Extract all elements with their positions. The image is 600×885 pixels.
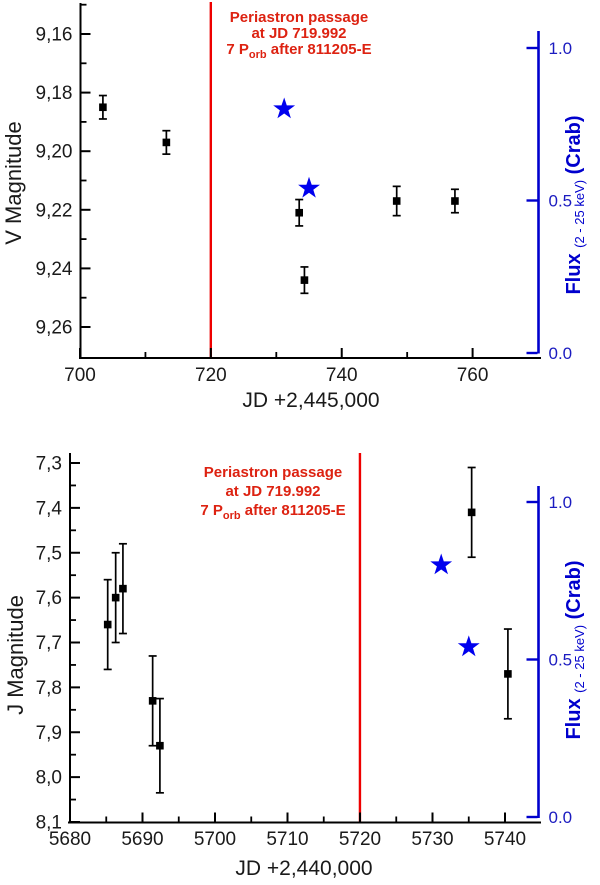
flux-tick-label: 0.5 bbox=[548, 650, 573, 670]
y-tick-label: 9,20 bbox=[35, 141, 73, 163]
flux-tick-label: 1.0 bbox=[548, 493, 573, 512]
xray-flux-star bbox=[430, 554, 452, 575]
flux-tick-label: 1.0 bbox=[548, 39, 573, 58]
xray-flux-star bbox=[298, 177, 320, 198]
v-band-light-curve bbox=[1, 2, 587, 412]
y-tick-label: 7,6 bbox=[35, 588, 62, 610]
data-point-group bbox=[468, 467, 476, 557]
y-tick-label: 9,24 bbox=[35, 258, 73, 280]
y-tick-label: 7,3 bbox=[35, 453, 62, 475]
data-point-group bbox=[156, 699, 164, 793]
magnitude-point bbox=[104, 621, 112, 629]
data-point-group bbox=[99, 96, 107, 119]
magnitude-point bbox=[451, 197, 459, 205]
magnitude-point bbox=[468, 509, 476, 517]
y-tick-label: 7,4 bbox=[35, 498, 62, 520]
x-tick-label: 700 bbox=[64, 365, 96, 386]
flux-axis-title: Flux $_{(2 - 25 keV)}$ (Crab) bbox=[563, 560, 587, 740]
data-point-group bbox=[504, 629, 512, 719]
y-tick-label: 9,16 bbox=[35, 24, 73, 46]
magnitude-point bbox=[149, 697, 157, 705]
y-tick-label: 9,22 bbox=[35, 200, 73, 222]
magnitude-point bbox=[99, 103, 107, 111]
x-tick-label: 5740 bbox=[483, 829, 527, 850]
x-tick-label: 5690 bbox=[121, 829, 164, 850]
x-tick-label: 5700 bbox=[193, 829, 237, 850]
periastron-annotation-line: at JD 719.992 bbox=[251, 25, 347, 42]
x-tick-label: 5730 bbox=[411, 829, 454, 850]
magnitude-point bbox=[295, 209, 303, 217]
y-tick-label: 9,26 bbox=[35, 317, 73, 339]
magnitude-point bbox=[119, 585, 127, 593]
data-point-group bbox=[451, 189, 459, 212]
y-axis-title: V Magnitude bbox=[1, 121, 26, 245]
data-point-group bbox=[112, 553, 120, 643]
magnitude-point bbox=[393, 197, 401, 205]
data-point-group bbox=[104, 580, 112, 670]
magnitude-point bbox=[156, 742, 164, 750]
x-axis-title: JD +2,440,000 bbox=[235, 857, 373, 880]
magnitude-point bbox=[301, 276, 309, 284]
periastron-annotation-line: 7 $P_{orb}$ after 811205-E bbox=[200, 502, 346, 522]
data-point-group bbox=[119, 544, 127, 634]
magnitude-point bbox=[163, 139, 171, 147]
flux-tick-label: 0.0 bbox=[548, 808, 573, 827]
flux-tick-label: 0.5 bbox=[548, 191, 573, 211]
magnitude-point bbox=[504, 670, 512, 678]
data-point-group bbox=[295, 200, 303, 226]
x-tick-label: 5680 bbox=[48, 829, 92, 850]
y-tick-label: 8,1 bbox=[35, 812, 62, 834]
y-tick-label: 7,7 bbox=[35, 633, 62, 654]
periastron-annotation-line: 7 $P_{orb}$ after 811205-E bbox=[226, 41, 372, 61]
y-tick-label: 7,5 bbox=[35, 543, 62, 565]
y-tick-label: 7,8 bbox=[35, 677, 62, 699]
x-tick-label: 740 bbox=[325, 365, 358, 386]
data-point-group bbox=[162, 131, 170, 154]
x-axis-title: JD +2,445,000 bbox=[242, 389, 380, 412]
x-tick-label: 760 bbox=[456, 365, 489, 386]
data-point-group bbox=[149, 656, 157, 746]
x-tick-label: 720 bbox=[195, 365, 227, 386]
periastron-annotation-line: Periastron passage bbox=[203, 464, 343, 481]
xray-flux-star bbox=[273, 98, 295, 119]
j-band-light-curve bbox=[3, 453, 587, 880]
periastron-annotation-line: at JD 719.992 bbox=[225, 483, 321, 500]
xray-flux-star bbox=[458, 635, 480, 656]
data-point-group bbox=[393, 186, 401, 215]
x-tick-label: 5720 bbox=[338, 829, 382, 850]
y-axis-title: J Magnitude bbox=[3, 595, 28, 715]
flux-tick-label: 0.0 bbox=[548, 344, 573, 363]
x-tick-label: 5710 bbox=[266, 829, 309, 850]
flux-axis-title: Flux $_{(2 - 25 keV)}$ (Crab) bbox=[563, 115, 587, 295]
y-tick-label: 8,0 bbox=[35, 767, 62, 789]
y-tick-label: 9,18 bbox=[35, 83, 73, 105]
data-point-group bbox=[300, 267, 308, 293]
magnitude-point bbox=[112, 594, 120, 602]
y-tick-label: 7,9 bbox=[35, 722, 62, 744]
periastron-annotation-line: Periastron passage bbox=[229, 9, 369, 26]
